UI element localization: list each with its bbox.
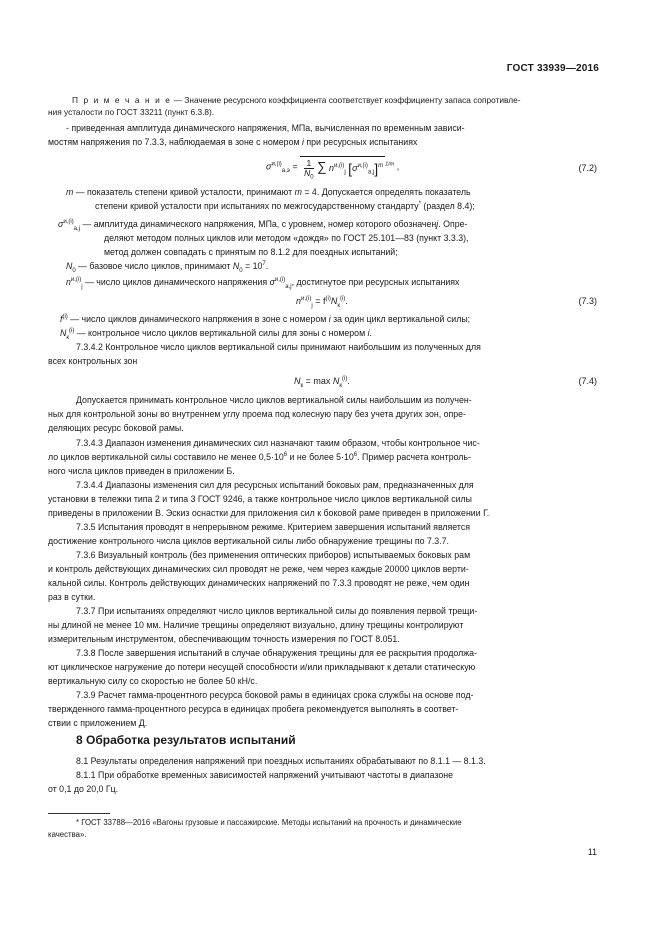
para-7344-line-1: 7.3.4.4 Диапазоны изменения сил для ресурсных испытаний боковых рам, предназначенных для bbox=[76, 480, 474, 490]
section-8-heading: 8 Обработка результатов испытаний bbox=[76, 733, 296, 747]
power-m: m bbox=[378, 162, 384, 169]
eq74-N2-sup: (i) bbox=[342, 376, 348, 382]
eq73-n-sup: и,(i) bbox=[301, 296, 312, 302]
def-m-line-2 bbox=[95, 200, 475, 214]
para-7343-line-2 bbox=[48, 451, 594, 465]
equation-7-4 bbox=[294, 374, 350, 388]
para-738-line-1: 7.3.8 После завершения испытаний в случае обнаружения трещины для ее раскрытия продолжа- bbox=[76, 648, 477, 658]
para-736-line-2: и контроль действующих динамических сил проводят не реже, чем через каждые 20000 циклов верти- bbox=[48, 564, 469, 574]
def-nj-sigma-sup: и,(i) bbox=[274, 277, 286, 284]
fraction-N: N bbox=[304, 168, 311, 178]
sum-symbol: ∑ bbox=[317, 158, 327, 174]
equation-number-7-4: (7.4) bbox=[578, 376, 597, 386]
def-intro-line-1: - приведенная амплитуда динамического напряжения, МПа, вычисленная по временным зависи- bbox=[66, 123, 465, 133]
def-nj bbox=[66, 276, 459, 290]
def-intro-line-2 bbox=[48, 136, 594, 150]
eq74-N: N bbox=[294, 376, 301, 386]
def-nj-sub: j bbox=[81, 283, 83, 290]
para-739-line-3: ствии с приложением Д. bbox=[48, 718, 148, 728]
eq73-N: N bbox=[330, 296, 338, 306]
def-n0-sub: 0 bbox=[72, 267, 76, 274]
para-737-line-3: измерительным инструментом, обеспечивающим точность измерения по ГОСТ 8.051. bbox=[48, 634, 400, 644]
para-737-line-2: ны длиной не менее 10 мм. Наличие трещины определяют визуально, длину трещины контролируют bbox=[48, 620, 464, 630]
def-n0-exp: 7 bbox=[262, 261, 266, 268]
sup-index: и,(i) bbox=[271, 161, 282, 168]
eq74-body: = max bbox=[305, 376, 331, 386]
def-nj-sigma: σ bbox=[269, 277, 275, 287]
def-sigma-line-1 bbox=[58, 218, 594, 232]
def-n0-val: = 10 bbox=[245, 261, 263, 271]
def-sigma-tail: . Опре- bbox=[438, 219, 468, 229]
eq73-n: n bbox=[296, 296, 302, 306]
def-sigma-line-3: метод должен совпадать с принятым по 8.1.2 для поездных испытаний; bbox=[104, 247, 398, 257]
para-736-line-4: раз в сутки. bbox=[48, 592, 96, 602]
para-736-line-1: 7.3.6 Визуальный контроль (без применения оптических приборов) испытываемых боковых рам bbox=[76, 550, 471, 560]
def-m-eq: m bbox=[294, 187, 302, 197]
def-n0-eq-sub: 0 bbox=[239, 267, 243, 274]
def-m-symbol: m bbox=[66, 187, 74, 197]
footnote-line-1: * ГОСТ 33788—2016 «Вагоны грузовые и пассажирские. Методы испытаний на прочность и динамические bbox=[76, 818, 462, 827]
def-nj-symbol: n bbox=[66, 277, 71, 287]
root-index: 1/m bbox=[385, 161, 395, 168]
fraction bbox=[304, 158, 314, 181]
def-nk-dot: . bbox=[369, 328, 372, 338]
def-intro-text: мостям напряжения по 7.3.3, наблюдаемая в зоне с номером bbox=[48, 137, 300, 147]
def-f-sup: (i) bbox=[62, 314, 68, 321]
para-739-line-2: твержденного гамма-процентного ресурса в единицах пробега рекомендуется выполнять в соответ- bbox=[48, 704, 459, 714]
para-811-line-1: 8.1.1 При обработке временных зависимостей напряжений учитывают частоты в диапазоне bbox=[76, 770, 454, 780]
para-7343-line-1: 7.3.4.3 Диапазон изменения динамических сил назначают таким образом, чтобы контрольное чис- bbox=[76, 438, 480, 448]
para-7344-line-3: приведены в приложении В. Эскиз оснастки для приложения сил к боковой раме приведен в приложении Г. bbox=[48, 508, 490, 518]
eq73-f-sup: (i) bbox=[325, 296, 331, 302]
n-sub: j bbox=[344, 169, 346, 176]
def-m-ref: (раздел 8.4); bbox=[423, 201, 475, 211]
para-7343-c: . Пример расчета контроль- bbox=[357, 452, 471, 462]
footnote-line-2: качества». bbox=[48, 830, 87, 839]
def-sigma-j: j bbox=[436, 219, 439, 229]
def-f: $f^{(i)}$ — число циклов динамического напряжения в зоне с номером i за один цикл вертикальной силы; bbox=[60, 314, 471, 324]
note-line-1 bbox=[72, 94, 594, 106]
n-symbol: n bbox=[328, 162, 334, 173]
eq74-dot: . bbox=[347, 376, 350, 386]
eq74-N-sub: к bbox=[300, 382, 304, 389]
def-nk-i: i bbox=[367, 328, 370, 338]
para-7344-line-2: установки в тележки типа 2 и типа 3 ГОСТ 9246, а также контрольное число циклов вертикальной силы bbox=[48, 494, 472, 504]
page-number: 11 bbox=[587, 847, 597, 857]
para-737-line-1: 7.3.7 При испытаниях определяют число циклов вертикальной силы до появления первой трещи- bbox=[76, 606, 478, 616]
def-nj-tail: , достигнутое при ресурсных испытаниях bbox=[291, 277, 460, 287]
def-m-line2-text: степени кривой усталости при испытаниях по межгосударственному стандарту bbox=[95, 201, 419, 211]
footnote-rule bbox=[48, 813, 110, 814]
para-736-line-3: кальной силы. Контроль действующих динамических напряжений по 7.3.3 проводят не реже, чем один bbox=[48, 578, 470, 588]
para-7342-line-2: всех контрольных зон bbox=[48, 356, 138, 366]
def-intro-tail: при ресурсных испытаниях bbox=[306, 137, 418, 147]
def-m-text: — показатель степени кривой усталости, принимают bbox=[75, 187, 293, 197]
equation-7-3 bbox=[296, 294, 348, 308]
def-nj-sigma-sub: a,j bbox=[285, 283, 292, 290]
para-7343-b: и не более 5·10 bbox=[289, 452, 354, 462]
para-811-line-2: от 0,1 до 20,0 Гц. bbox=[48, 784, 119, 794]
para-735-line-2: достижение контрольного числа циклов вертикальной силы либо обнаружение трещины по 7.3.7. bbox=[48, 536, 449, 546]
para-7343-exp2: 6 bbox=[353, 452, 358, 459]
def-nk bbox=[60, 327, 372, 341]
eq-comma: , bbox=[396, 161, 400, 172]
def-nj-sup: и,(i) bbox=[70, 277, 82, 284]
eq73-N-sub: к bbox=[337, 302, 340, 309]
fraction-sub-0: 0 bbox=[310, 174, 314, 181]
inner-sub: a,j bbox=[367, 169, 375, 176]
n-sup: и,(i) bbox=[333, 162, 345, 169]
eq73-n-sub: j bbox=[311, 302, 313, 309]
para-7343-a: ло циклов вертикальной силы составило не менее 0,5·10 bbox=[48, 452, 284, 462]
equation-number-7-2: (7.2) bbox=[578, 163, 597, 173]
note-label: П р и м е ч а н и е bbox=[72, 95, 172, 105]
para-735-line-1: 7.3.5 Испытания проводят в непрерывном режиме. Критерием завершения испытаний является bbox=[76, 522, 471, 532]
para-perm-line-3: деляющих ресурс боковой рамы. bbox=[48, 423, 184, 433]
def-nk-symbol: N bbox=[60, 328, 67, 338]
equation-7-2: $\sigma^{и,(i)}_{a,э}$ = $\frac{1}{N_0}$ ∑ $n^{и,(i)}_j$ $[\sigma^{и,(i)}_{a,j}]^m$ $^{1/m}$ , bbox=[266, 158, 400, 181]
def-sigma-text: — амплитуда динамического напряжения, МПа, с уровнем, номер которого обозначен bbox=[82, 219, 437, 229]
def-sigma-line-2: деляют методом полных циклов или методом «дождя» по ГОСТ 25.101—83 (пункт 3.3.3), bbox=[104, 233, 469, 243]
def-m-line-1 bbox=[66, 186, 594, 200]
def-f-tail: за один цикл вертикальной силы; bbox=[333, 314, 471, 324]
para-perm-line-2: ных для контрольной зоны во внутреннем углу проема под колесную пару без учета других зон, опре- bbox=[48, 409, 466, 419]
def-m-val: = 4. Допускается определять показатель bbox=[304, 187, 471, 197]
eq73-body: = f bbox=[315, 296, 326, 306]
para-7343-line-3: ного числа циклов приведен в приложении Б. bbox=[48, 466, 235, 476]
para-perm-line-1: Допускается принимать контрольное число циклов вертикальной силы наибольшим из получен- bbox=[76, 395, 472, 405]
doc-code-header: ГОСТ 33939—2016 bbox=[506, 63, 599, 74]
def-sigma-sub: a,j bbox=[73, 225, 81, 232]
para-738-line-2: ют циклическое нагружение до потери несущей способности и/или прикладывают к детали статическую bbox=[48, 662, 476, 672]
fraction-numerator: 1 bbox=[304, 159, 313, 169]
def-n0-eq-symbol: N bbox=[232, 261, 240, 271]
def-n0-dot: . bbox=[265, 261, 269, 271]
footnote-mark: * bbox=[418, 201, 421, 208]
para-7343-exp1: 6 bbox=[283, 452, 288, 459]
def-sigma-sup: и,(i) bbox=[63, 219, 74, 226]
equation-number-7-3: (7.3) bbox=[578, 296, 597, 306]
sigma-symbol: σ bbox=[266, 161, 272, 172]
eq74-N2-sub: к bbox=[339, 382, 343, 389]
def-n0-text: — базовое число циклов, принимают bbox=[78, 261, 231, 271]
def-nk-sub: к bbox=[66, 334, 69, 341]
note-text: — Значение ресурсного коэффициента соответствует коэффициенту запаса сопротивле- bbox=[173, 95, 521, 105]
para-81: 8.1 Результаты определения напряжений при поездных испытаниях обрабатывают по 8.1.1 — 8.1.3. bbox=[76, 756, 486, 766]
sub-index: a,э bbox=[281, 168, 290, 175]
def-nk-sup: (i) bbox=[68, 328, 75, 335]
def-n0-symbol: N bbox=[66, 261, 73, 271]
def-n0 bbox=[66, 260, 268, 274]
para-7342-line-1: 7.3.4.2 Контрольное число циклов вертикальной силы принимают наибольшим из полученных для bbox=[76, 342, 481, 352]
def-intro-i: i bbox=[301, 137, 304, 147]
eq73-dot: . bbox=[345, 296, 348, 306]
inner-sigma: σ bbox=[352, 162, 358, 173]
inner-sup: и,(i) bbox=[357, 162, 368, 169]
para-739-line-1: 7.3.9 Расчет гамма-процентного ресурса боковой рамы в единицах срока службы на основе под- bbox=[76, 690, 474, 700]
def-nj-text: — число циклов динамического напряжения bbox=[85, 277, 268, 287]
eq73-N-sup: (i) bbox=[339, 296, 346, 302]
radical: $\frac{1}{N_0}$ ∑ $n^{и,(i)}_j$ $[\sigma^{и,(i)}_{a,j}]^m$ bbox=[300, 156, 385, 178]
para-738-line-3: вертикальную силу со скоростью не более 50 кН/с. bbox=[48, 676, 258, 686]
eq74-N2: N bbox=[332, 376, 340, 386]
def-nk-text: — контрольное число циклов вертикальной силы для зоны с номером bbox=[76, 328, 366, 338]
def-sigma-symbol: σ bbox=[58, 219, 64, 229]
note-line-2: ния усталости по ГОСТ 33211 (пункт 6.3.8). bbox=[48, 107, 215, 117]
def-f-i: i bbox=[328, 314, 331, 324]
def-f-text: — число циклов динамического напряжения в зоне с номером bbox=[70, 314, 327, 324]
